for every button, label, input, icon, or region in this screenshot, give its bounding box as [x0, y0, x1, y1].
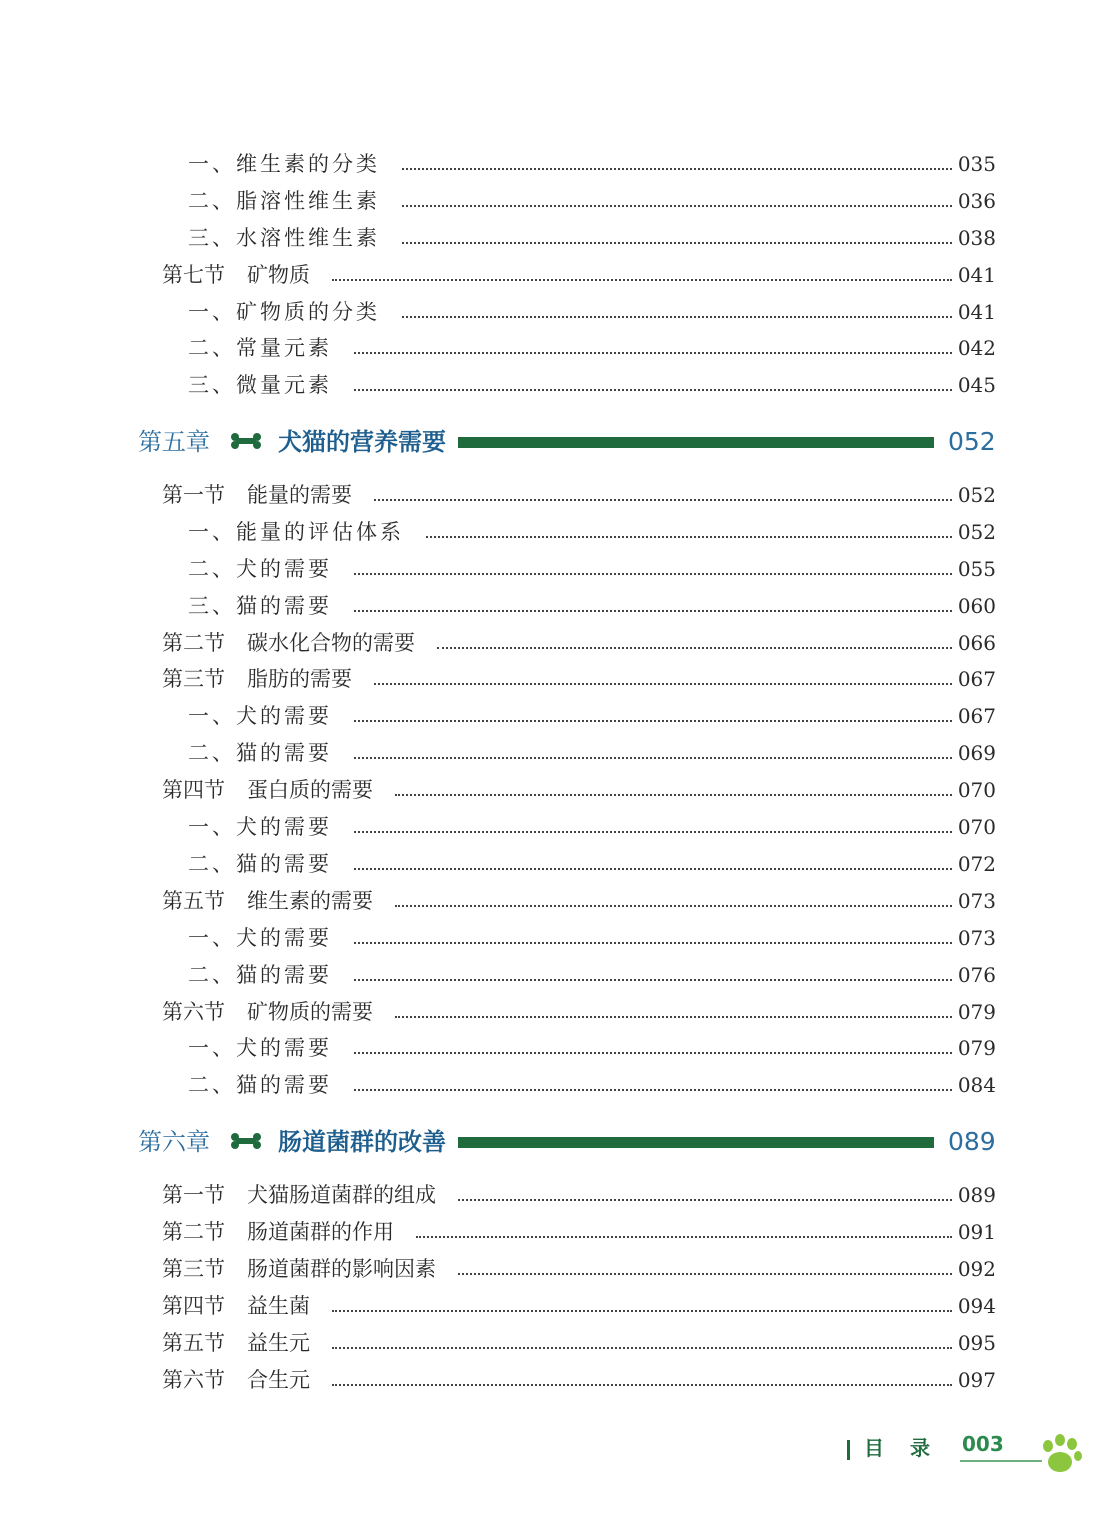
toc-entry-number: 二、 — [188, 741, 236, 765]
toc-entry-label — [188, 146, 380, 182]
toc-entry-number: 二、 — [188, 963, 236, 987]
dot-leader — [332, 279, 952, 281]
toc-entry-page: 052 — [957, 520, 996, 544]
toc-entry-page: 038 — [957, 226, 996, 250]
toc-subsection-entry[interactable] — [0, 920, 1094, 956]
toc-entry-title: 常量元素 — [236, 336, 332, 360]
dot-leader — [332, 1347, 952, 1349]
toc-entry-page: 094 — [957, 1294, 996, 1318]
toc-entry-label — [162, 1177, 436, 1213]
chapter-title: 犬猫的营养需要 — [278, 428, 446, 456]
toc-entry-label — [188, 1067, 332, 1103]
toc-entry-page: 089 — [957, 1183, 996, 1207]
bone-icon — [229, 1132, 263, 1150]
toc-entry-number: 二、 — [188, 852, 236, 876]
toc-entry-page: 066 — [957, 631, 996, 655]
toc-entry-title: 微量元素 — [236, 373, 332, 397]
toc-entry-title: 脂肪的需要 — [247, 667, 352, 691]
dot-leader — [402, 242, 952, 244]
toc-entry-number: 第二节 — [162, 631, 225, 655]
toc-subsection-entry[interactable] — [0, 698, 1094, 734]
toc-entry-title: 犬的需要 — [236, 926, 332, 950]
toc-entry-number: 一、 — [188, 520, 236, 544]
toc-subsection-entry[interactable] — [0, 330, 1094, 366]
footer-page-number: 003 — [962, 1432, 1004, 1456]
chapter-title: 肠道菌群的改善 — [278, 1128, 446, 1156]
chapter-rule — [458, 1137, 934, 1148]
toc-entry-title: 能量的评估体系 — [236, 520, 404, 544]
toc-entry-label — [162, 1362, 310, 1398]
toc-subsection-entry[interactable] — [0, 735, 1094, 771]
toc-entry-number: 第三节 — [162, 667, 225, 691]
dot-leader — [354, 868, 952, 870]
toc-entry-page: 035 — [957, 152, 996, 176]
dot-leader — [354, 720, 952, 722]
toc-entry-number: 二、 — [188, 557, 236, 581]
toc-entry-label — [162, 257, 310, 293]
dot-leader — [354, 1052, 952, 1054]
toc-entry-number: 第五节 — [162, 889, 225, 913]
toc-entry-number: 第七节 — [162, 263, 225, 287]
toc-entry-label — [188, 183, 380, 219]
toc-subsection-entry[interactable] — [0, 551, 1094, 587]
toc-entry-title: 猫的需要 — [236, 594, 332, 618]
toc-entry-page: 036 — [957, 189, 996, 213]
dot-leader — [395, 1016, 952, 1018]
toc-entry-number: 第五节 — [162, 1331, 225, 1355]
toc-entry-number: 第二节 — [162, 1220, 225, 1244]
dot-leader — [354, 979, 952, 981]
toc-entry-number: 第一节 — [162, 1183, 225, 1207]
toc-entry-page: 079 — [957, 1000, 996, 1024]
toc-subsection-entry[interactable] — [0, 1030, 1094, 1066]
dot-leader — [426, 536, 952, 538]
toc-entry-label — [162, 883, 373, 919]
toc-entry-page: 041 — [957, 300, 996, 324]
footer-separator — [847, 1440, 850, 1460]
dot-leader — [402, 168, 952, 170]
toc-entry-label — [188, 957, 332, 993]
toc-entry-number: 三、 — [188, 373, 236, 397]
bone-icon — [229, 432, 263, 450]
toc-entry-page: 041 — [957, 263, 996, 287]
toc-entry-label — [162, 477, 352, 513]
toc-entry-page: 073 — [957, 889, 996, 913]
toc-entry-title: 猫的需要 — [236, 1073, 332, 1097]
toc-entry-number: 一、 — [188, 704, 236, 728]
dot-leader — [416, 1236, 952, 1238]
dot-leader — [354, 389, 952, 391]
toc-entry-number: 第四节 — [162, 1294, 225, 1318]
toc-entry-title: 水溶性维生素 — [236, 226, 380, 250]
toc-entry-page: 084 — [957, 1073, 996, 1097]
toc-entry-number: 第六节 — [162, 1368, 225, 1392]
toc-entry-title: 益生元 — [247, 1331, 310, 1355]
toc-entry-label — [188, 1030, 332, 1066]
toc-entry-label — [162, 625, 415, 661]
toc-section-entry[interactable] — [0, 1362, 1094, 1398]
dot-leader — [332, 1310, 952, 1312]
dot-leader — [458, 1273, 952, 1275]
toc-entry-label — [162, 1288, 310, 1324]
dot-leader — [374, 683, 952, 685]
dot-leader — [332, 1384, 952, 1386]
dot-leader — [437, 647, 952, 649]
toc-entry-label — [188, 588, 332, 624]
toc-entry-label — [188, 294, 380, 330]
toc-section-entry[interactable] — [0, 883, 1094, 919]
toc-section-entry[interactable] — [0, 1177, 1094, 1213]
toc-entry-page: 079 — [957, 1036, 996, 1060]
dot-leader — [458, 1199, 952, 1201]
toc-entry-label — [188, 846, 332, 882]
toc-entry-title: 合生元 — [247, 1368, 310, 1392]
toc-entry-title: 矿物质的分类 — [236, 300, 380, 324]
toc-entry-page: 067 — [957, 704, 996, 728]
dot-leader — [354, 352, 952, 354]
toc-entry-title: 犬的需要 — [236, 1036, 332, 1060]
toc-entry-title: 肠道菌群的作用 — [247, 1220, 394, 1244]
toc-entry-label — [162, 1325, 310, 1361]
toc-entry-label — [162, 661, 352, 697]
toc-section-entry[interactable] — [0, 994, 1094, 1030]
toc-entry-label — [188, 735, 332, 771]
toc-entry-number: 第一节 — [162, 483, 225, 507]
toc-entry-label — [188, 514, 404, 550]
toc-entry-label — [162, 772, 373, 808]
toc-entry-label — [188, 367, 332, 403]
toc-entry-page: 091 — [957, 1220, 996, 1244]
toc-entry-page: 069 — [957, 741, 996, 765]
toc-subsection-entry[interactable] — [0, 957, 1094, 993]
toc-entry-title: 猫的需要 — [236, 963, 332, 987]
toc-subsection-entry[interactable] — [0, 1067, 1094, 1103]
toc-entry-title: 蛋白质的需要 — [247, 778, 373, 802]
toc-entry-title: 犬猫肠道菌群的组成 — [247, 1183, 436, 1207]
toc-entry-page: 076 — [957, 963, 996, 987]
toc-entry-number: 一、 — [188, 300, 236, 324]
toc-entry-title: 矿物质 — [247, 263, 310, 287]
toc-section-entry[interactable] — [0, 477, 1094, 513]
dot-leader — [402, 316, 952, 318]
toc-entry-number: 一、 — [188, 152, 236, 176]
toc-entry-title: 维生素的需要 — [247, 889, 373, 913]
toc-subsection-entry[interactable] — [0, 588, 1094, 624]
chapter-rule — [458, 437, 934, 448]
toc-section-entry[interactable] — [0, 661, 1094, 697]
footer-title: 目录 — [864, 1436, 956, 1460]
dot-leader — [354, 573, 952, 575]
toc-entry-title: 肠道菌群的影响因素 — [247, 1257, 436, 1281]
chapter-page: 089 — [948, 1127, 996, 1156]
toc-entry-page: 070 — [957, 815, 996, 839]
toc-entry-title: 猫的需要 — [236, 741, 332, 765]
dot-leader — [402, 205, 952, 207]
toc-entry-number: 一、 — [188, 815, 236, 839]
toc-subsection-entry[interactable] — [0, 183, 1094, 219]
dot-leader — [354, 831, 952, 833]
toc-entry-number: 二、 — [188, 189, 236, 213]
toc-subsection-entry[interactable] — [0, 514, 1094, 550]
toc-entry-page: 092 — [957, 1257, 996, 1281]
toc-section-entry[interactable] — [0, 257, 1094, 293]
paw-print-icon — [1036, 1430, 1088, 1482]
toc-entry-page: 052 — [957, 483, 996, 507]
chapter-number: 第五章 — [138, 428, 210, 456]
toc-entry-title: 脂溶性维生素 — [236, 189, 380, 213]
toc-entry-title: 碳水化合物的需要 — [247, 631, 415, 655]
toc-entry-title: 能量的需要 — [247, 483, 352, 507]
toc-entry-number: 第四节 — [162, 778, 225, 802]
toc-entry-title: 益生菌 — [247, 1294, 310, 1318]
toc-section-entry[interactable] — [0, 1288, 1094, 1324]
toc-entry-label — [162, 994, 373, 1030]
footer-rule — [960, 1460, 1042, 1462]
toc-entry-page: 097 — [957, 1368, 996, 1392]
toc-entry-number: 三、 — [188, 594, 236, 618]
toc-entry-label — [162, 1251, 436, 1287]
toc-entry-page: 073 — [957, 926, 996, 950]
dot-leader — [374, 499, 952, 501]
toc-entry-page: 072 — [957, 852, 996, 876]
toc-section-entry[interactable] — [0, 625, 1094, 661]
chapter-number: 第六章 — [138, 1128, 210, 1156]
toc-subsection-entry[interactable] — [0, 220, 1094, 256]
toc-entry-label — [162, 1214, 394, 1250]
chapter-heading[interactable] — [0, 1120, 1094, 1164]
dot-leader — [395, 905, 952, 907]
toc-entry-page: 067 — [957, 667, 996, 691]
dot-leader — [354, 1089, 952, 1091]
toc-entry-title: 猫的需要 — [236, 852, 332, 876]
dot-leader — [395, 794, 952, 796]
toc-entry-label — [188, 551, 332, 587]
toc-entry-title: 犬的需要 — [236, 704, 332, 728]
toc-entry-page: 070 — [957, 778, 996, 802]
dot-leader — [354, 610, 952, 612]
toc-section-entry[interactable] — [0, 772, 1094, 808]
toc-entry-number: 三、 — [188, 226, 236, 250]
toc-entry-number: 第六节 — [162, 1000, 225, 1024]
toc-subsection-entry[interactable] — [0, 294, 1094, 330]
toc-entry-page: 042 — [957, 336, 996, 360]
toc-entry-page: 095 — [957, 1331, 996, 1355]
toc-entry-title: 犬的需要 — [236, 557, 332, 581]
toc-entry-title: 犬的需要 — [236, 815, 332, 839]
toc-subsection-entry[interactable] — [0, 146, 1094, 182]
toc-entry-label — [188, 220, 380, 256]
toc-entry-title: 矿物质的需要 — [247, 1000, 373, 1024]
toc-entry-page: 045 — [957, 373, 996, 397]
toc-entry-page: 055 — [957, 557, 996, 581]
chapter-page: 052 — [948, 427, 996, 456]
toc-section-entry[interactable] — [0, 1214, 1094, 1250]
toc-section-entry[interactable] — [0, 1251, 1094, 1287]
toc-entry-number: 第三节 — [162, 1257, 225, 1281]
toc-entry-page: 060 — [957, 594, 996, 618]
dot-leader — [354, 942, 952, 944]
page-footer — [0, 1430, 1094, 1490]
chapter-heading[interactable] — [0, 420, 1094, 464]
toc-subsection-entry[interactable] — [0, 846, 1094, 882]
toc-entry-label — [188, 698, 332, 734]
toc-entry-number: 二、 — [188, 1073, 236, 1097]
toc-section-entry[interactable] — [0, 1325, 1094, 1361]
toc-entry-number: 一、 — [188, 1036, 236, 1060]
toc-entry-label — [188, 330, 332, 366]
toc-entry-title: 维生素的分类 — [236, 152, 380, 176]
toc-entry-label — [188, 920, 332, 956]
toc-entry-label — [188, 809, 332, 845]
toc-entry-number: 一、 — [188, 926, 236, 950]
dot-leader — [354, 757, 952, 759]
toc-entry-number: 二、 — [188, 336, 236, 360]
toc-subsection-entry[interactable] — [0, 367, 1094, 403]
toc-subsection-entry[interactable] — [0, 809, 1094, 845]
